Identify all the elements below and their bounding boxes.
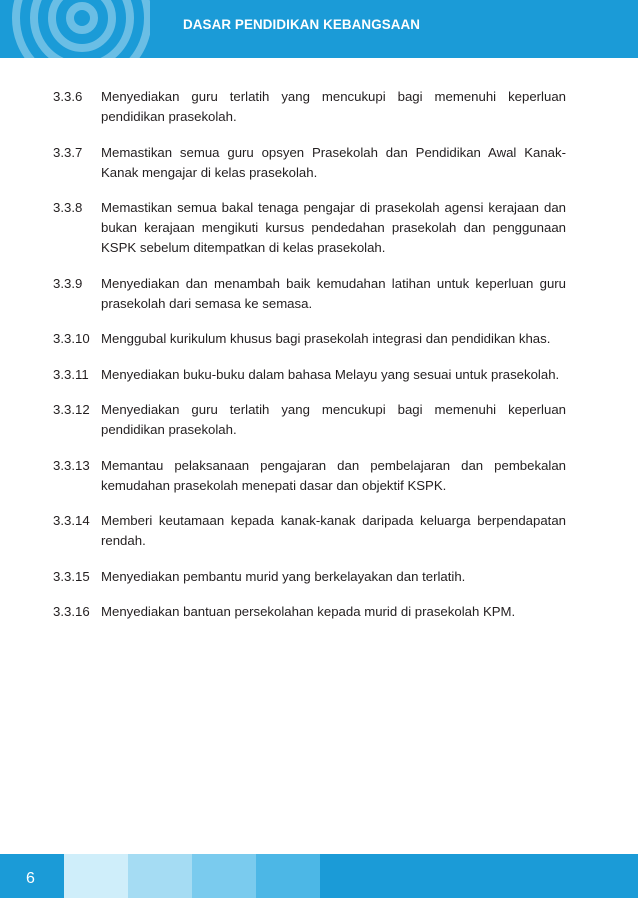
item-number: 3.3.6 xyxy=(53,89,83,104)
list-item xyxy=(53,365,566,385)
item-text: Menyediakan pembantu murid yang berkelayakan dan terlatih. xyxy=(101,568,466,584)
item-text: Memberi keutamaan kepada kanak-kanak daripada keluarga berpendapatan rendah. xyxy=(101,513,566,548)
item-text: Memantau pelaksanaan pengajaran dan pembelajaran dan pembekalan kemudahan prasekolah menepati dasar dan objektif KSPK. xyxy=(101,457,566,493)
item-number: 3.3.13 xyxy=(53,457,90,473)
item-text: Menyediakan buku-buku dalam bahasa Melayu yang sesuai untuk prasekolah. xyxy=(101,366,560,382)
item-text: Menyediakan bantuan persekolahan kepada murid di prasekolah KPM. xyxy=(101,604,516,619)
list-item xyxy=(53,456,566,496)
item-number: 3.3.8 xyxy=(53,200,83,215)
list-item xyxy=(53,602,566,622)
item-number: 3.3.14 xyxy=(53,513,90,528)
list-item xyxy=(53,198,566,258)
item-number: 3.3.7 xyxy=(53,144,83,160)
item-list xyxy=(53,87,566,638)
footer-color-block xyxy=(192,854,256,898)
list-item xyxy=(53,143,566,183)
item-text: Menyediakan guru terlatih yang mencukupi bagi memenuhi keperluan pendidikan prasekolah. xyxy=(101,89,566,124)
page-footer xyxy=(0,854,638,898)
item-number: 3.3.10 xyxy=(53,331,90,346)
footer-color-block xyxy=(256,854,320,898)
item-number: 3.3.15 xyxy=(53,568,90,584)
list-item xyxy=(53,274,566,314)
list-item xyxy=(53,329,566,349)
page-header xyxy=(0,0,638,58)
list-item xyxy=(53,567,566,587)
footer-color-block xyxy=(128,854,192,898)
list-item xyxy=(53,400,566,440)
concentric-rings-icon xyxy=(0,0,150,58)
document-title: DASAR PENDIDIKAN KEBANGSAAN xyxy=(183,17,421,32)
item-number: 3.3.16 xyxy=(53,604,90,619)
item-text: Menggubal kurikulum khusus bagi prasekolah integrasi dan pendidikan khas. xyxy=(101,331,551,346)
item-text: Menyediakan dan menambah baik kemudahan latihan untuk keperluan guru prasekolah dari semasa ke semasa. xyxy=(101,275,566,311)
list-item xyxy=(53,87,566,127)
item-number: 3.3.9 xyxy=(53,275,83,291)
item-text: Menyediakan guru terlatih yang mencukupi bagi memenuhi keperluan pendidikan prasekolah. xyxy=(101,402,566,437)
item-number: 3.3.12 xyxy=(53,402,90,417)
footer-color-block xyxy=(64,854,128,898)
item-number: 3.3.11 xyxy=(53,366,89,382)
list-item xyxy=(53,511,566,551)
footer-color-block xyxy=(320,854,638,898)
item-text: Memastikan semua bakal tenaga pengajar di prasekolah agensi kerajaan dan bukan kerajaan mengikuti kursus pendedahan prasekolah dan penggunaan KSPK sebelum ditempatkan di kelas prasekolah. xyxy=(101,200,566,255)
item-text: Memastikan semua guru opsyen Prasekolah dan Pendidikan Awal Kanak-Kanak mengajar di kelas prasekolah. xyxy=(101,144,566,180)
page-number: 6 xyxy=(26,870,35,887)
